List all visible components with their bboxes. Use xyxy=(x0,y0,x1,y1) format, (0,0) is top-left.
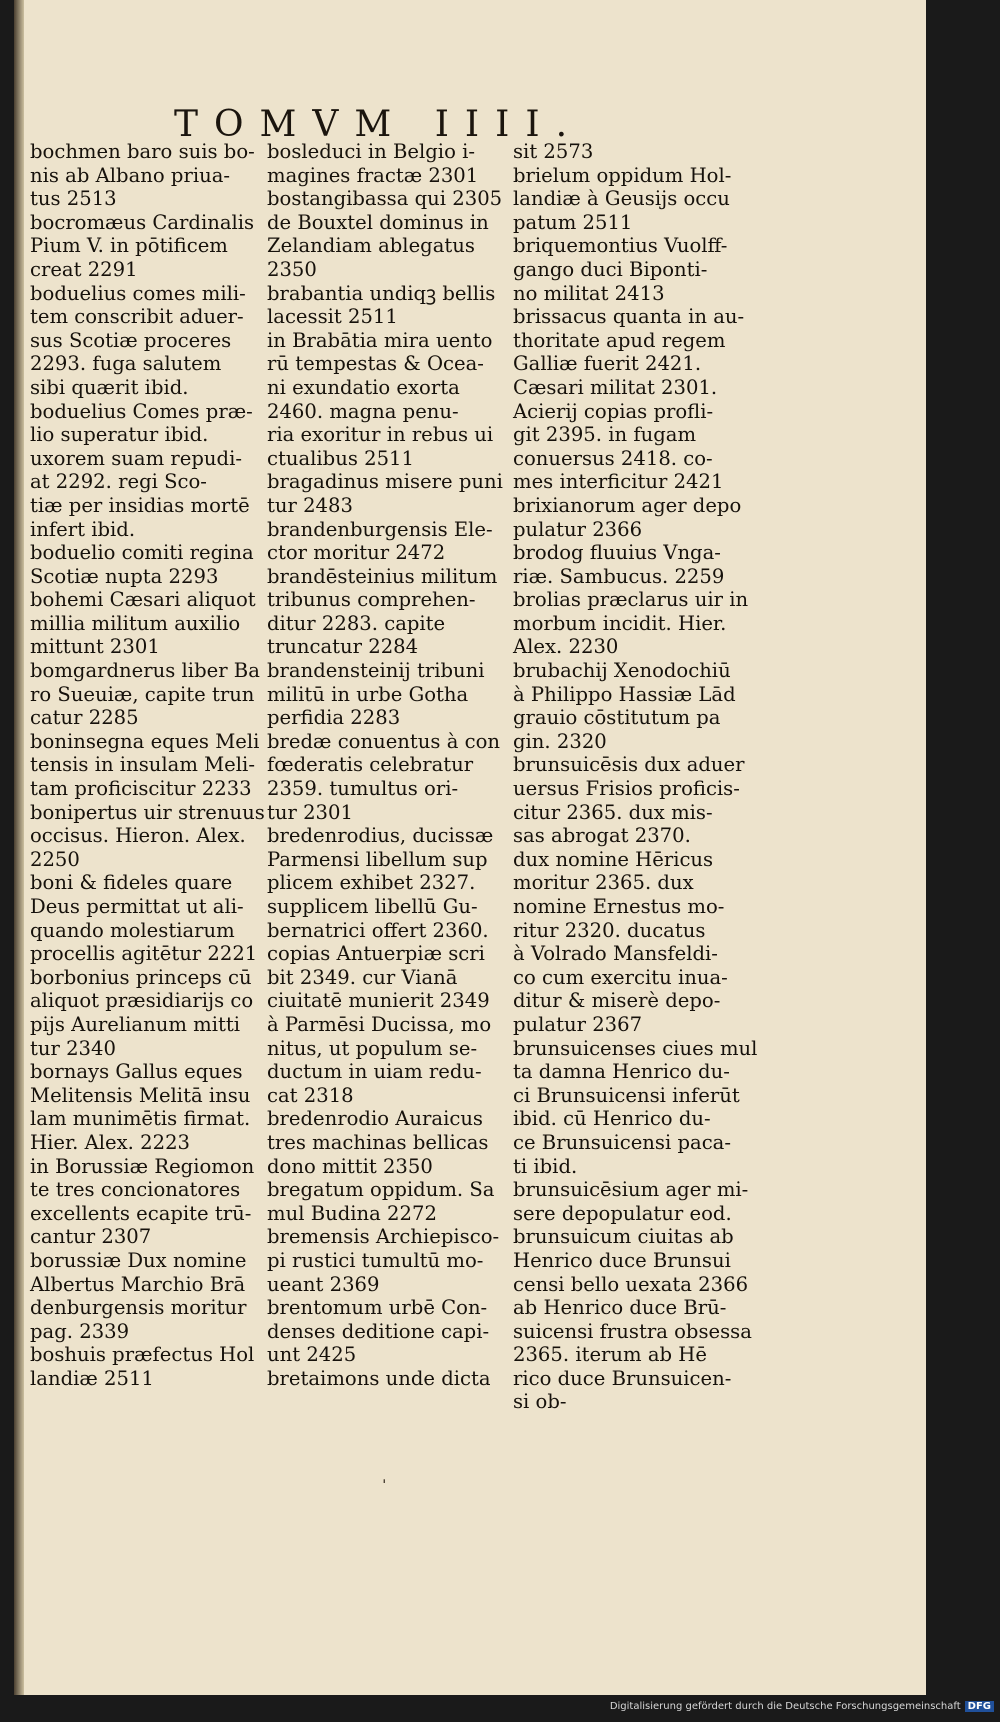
index-line: lacessit 2511 xyxy=(267,305,398,329)
index-line: ctor moritur 2472 xyxy=(267,541,446,565)
index-line: ab Henrico duce Brū- xyxy=(513,1296,727,1320)
index-line: rū tempestas & Ocea- xyxy=(267,352,484,376)
index-line: bredenrodio Auraicus xyxy=(267,1107,483,1131)
index-line: à Volrado Mansfeldi- xyxy=(513,942,718,966)
index-line: bornays Gallus eques xyxy=(30,1060,243,1084)
index-line: bomgardnerus liber Ba xyxy=(30,659,260,683)
index-line: bregatum oppidum. Sa xyxy=(267,1178,495,1202)
index-line: tur 2301 xyxy=(267,800,353,824)
catchmark: ˌ xyxy=(382,1466,387,1485)
index-line: pulatur 2367 xyxy=(513,1012,643,1036)
index-line: brixianorum ager depo xyxy=(513,493,742,517)
index-line: landiæ 2511 xyxy=(30,1366,154,1390)
index-line: plicem exhibet 2327. xyxy=(267,871,476,895)
index-line: unt 2425 xyxy=(267,1343,357,1367)
book-page xyxy=(14,0,926,1695)
index-column-3 xyxy=(513,140,763,1414)
index-line: dux nomine Hēricus xyxy=(513,847,714,871)
digitization-footer xyxy=(610,1701,994,1712)
index-line: brodog fluuius Vnga- xyxy=(513,541,721,565)
index-line: brunsuicēsis dux aduer xyxy=(513,753,745,777)
index-line: Melitensis Melitā insu xyxy=(30,1083,251,1107)
index-line: gango duci Biponti- xyxy=(513,257,708,281)
index-line: Acierij copias profli- xyxy=(513,399,714,423)
index-line: brandēsteinius militum xyxy=(267,564,498,588)
index-line: moritur 2365. dux xyxy=(513,871,694,895)
index-line: de Bouxtel dominus in xyxy=(267,210,489,234)
index-column-1 xyxy=(30,140,268,1390)
index-line: briquemontius Vuolff- xyxy=(513,234,728,258)
index-line: 2250 xyxy=(30,847,80,871)
index-line: ti ibid. xyxy=(513,1154,578,1178)
index-line: nis ab Albano priua- xyxy=(30,163,231,187)
index-line: brandensteinij tribuni xyxy=(267,659,485,683)
index-line: Alex. 2230 xyxy=(513,635,619,659)
index-line: boshuis præfectus Hol xyxy=(30,1343,255,1367)
index-line: Scotiæ nupta 2293 xyxy=(30,564,219,588)
index-line: Hier. Alex. 2223 xyxy=(30,1130,191,1154)
index-line: uersus Frisios proficis- xyxy=(513,777,740,801)
index-line: boduelius comes mili- xyxy=(30,281,246,305)
index-line: perfidia 2283 xyxy=(267,706,401,730)
index-line: brissacus quanta in au- xyxy=(513,305,745,329)
index-line: ctualibus 2511 xyxy=(267,446,414,470)
index-line: bonipertus uir strenuus xyxy=(30,800,265,824)
index-line: boduelio comiti regina xyxy=(30,541,254,565)
index-line: tiæ per insidias mortē xyxy=(30,493,250,517)
index-line: 2460. magna penu- xyxy=(267,399,459,423)
index-line: bohemi Cæsari aliquot xyxy=(30,588,256,612)
index-line: excellents ecapite trū- xyxy=(30,1201,252,1225)
index-line: ria exoritur in rebus ui xyxy=(267,423,494,447)
index-line: nomine Ernestus mo- xyxy=(513,895,725,918)
index-line: fœderatis celebratur xyxy=(267,753,474,777)
index-line: cat 2318 xyxy=(267,1083,354,1107)
index-line: boni & fideles quare xyxy=(30,871,233,895)
index-line: boduelius Comes præ- xyxy=(30,399,253,423)
index-line: 2293. fuga salutem xyxy=(30,352,222,376)
index-line: ditur & miserè depo- xyxy=(513,989,721,1013)
index-line: brentomum urbē Con- xyxy=(267,1296,488,1320)
index-line: Zelandiam ablegatus xyxy=(267,234,475,258)
index-column-2 xyxy=(267,140,503,1390)
index-line: mes interficitur 2421 xyxy=(513,470,724,494)
index-line: sere depopulatur eod. xyxy=(513,1201,732,1225)
index-line: thoritate apud regem xyxy=(513,328,726,352)
index-line: militū in urbe Gotha xyxy=(267,682,469,706)
index-line: tribunus comprehen- xyxy=(267,588,476,612)
index-line: tur 2483 xyxy=(267,493,353,517)
index-line: at 2292. regi Sco- xyxy=(30,470,207,494)
index-line: Galliæ fuerit 2421. xyxy=(513,352,702,376)
index-line: Albertus Marchio Brā xyxy=(30,1272,246,1296)
index-line: si ob- xyxy=(513,1390,567,1414)
index-line: ta damna Henrico du- xyxy=(513,1060,730,1084)
index-line: sit 2573 xyxy=(513,140,594,163)
index-line: copias Antuerpiæ scri xyxy=(267,942,485,966)
index-line: tam proficiscitur 2233 xyxy=(30,777,252,801)
index-line: procellis agitētur 2221 xyxy=(30,942,258,966)
index-line: 2365. iterum ab Hē xyxy=(513,1343,707,1367)
index-line: boninsegna eques Meli xyxy=(30,729,260,753)
index-line: pi rustici tumultū mo- xyxy=(267,1248,484,1272)
index-line: co cum exercitu inua- xyxy=(513,965,728,989)
index-line: tres machinas bellicas xyxy=(267,1130,489,1154)
index-line: Cæsari militat 2301. xyxy=(513,375,718,399)
index-line: dono mittit 2350 xyxy=(267,1154,433,1178)
index-line: infert ibid. xyxy=(30,517,136,541)
index-line: citur 2365. dux mis- xyxy=(513,800,713,824)
index-line: bernatrici offert 2360. xyxy=(267,918,489,942)
index-line: catur 2285 xyxy=(30,706,139,730)
index-line: bochmen baro suis bo- xyxy=(30,140,255,163)
index-line: cantur 2307 xyxy=(30,1225,152,1249)
index-line: supplicem libellū Gu- xyxy=(267,895,478,918)
index-line: in Borussiæ Regiomon xyxy=(30,1154,255,1178)
index-line: brunsuicum ciuitas ab xyxy=(513,1225,734,1249)
index-line: tensis in insulam Meli- xyxy=(30,753,255,777)
index-line: pijs Aurelianum mitti xyxy=(30,1012,241,1036)
index-line: no militat 2413 xyxy=(513,281,665,305)
index-line: riæ. Sambucus. 2259 xyxy=(513,564,725,588)
index-line: te tres concionatores xyxy=(30,1178,241,1202)
index-line: ci Brunsuicensi inferūt xyxy=(513,1083,740,1107)
page-edge xyxy=(14,0,24,1695)
index-line: bredæ conuentus à con xyxy=(267,729,500,753)
index-line: bostangibassa qui 2305 xyxy=(267,187,503,211)
page-header: TOMVM IIII. xyxy=(174,104,584,145)
index-line: nitus, ut populum se- xyxy=(267,1036,478,1060)
index-line: Parmensi libellum sup xyxy=(267,847,488,871)
index-line: morbum incidit. Hier. xyxy=(513,611,727,635)
index-line: ciuitatē munierit 2349 xyxy=(267,989,490,1013)
index-line: Pium V. in pōtificem xyxy=(30,234,228,258)
index-line: à Philippo Hassiæ Lād xyxy=(513,682,736,706)
index-line: grauio cōstitutum pa xyxy=(513,706,721,730)
index-line: brabantia undiqꝫ bellis xyxy=(267,281,496,305)
index-line: 2359. tumultus ori- xyxy=(267,777,459,801)
index-line: bocromæus Cardinalis xyxy=(30,210,255,234)
index-line: ritur 2320. ducatus xyxy=(513,918,706,942)
index-line: rico duce Brunsuicen- xyxy=(513,1366,732,1390)
index-line: censi bello uexata 2366 xyxy=(513,1272,749,1296)
index-line: brunsuicēsium ager mi- xyxy=(513,1178,749,1202)
index-line: tur 2340 xyxy=(30,1036,116,1060)
index-line: pag. 2339 xyxy=(30,1319,130,1343)
index-line: occisus. Hieron. Alex. xyxy=(30,824,246,848)
index-line: sas abrogat 2370. xyxy=(513,824,691,848)
index-line: ce Brunsuicensi paca- xyxy=(513,1130,731,1154)
index-line: brunsuicenses ciues mul xyxy=(513,1036,758,1060)
index-line: tus 2513 xyxy=(30,187,117,211)
index-line: lam munimētis firmat. xyxy=(30,1107,251,1131)
index-line: suicensi frustra obsessa xyxy=(513,1319,752,1343)
index-line: magines fractæ 2301 xyxy=(267,163,479,187)
index-line: bretaimons unde dicta xyxy=(267,1366,491,1390)
index-line: in Brabātia mira uento xyxy=(267,328,493,352)
index-line: mul Budina 2272 xyxy=(267,1201,437,1225)
index-line: ueant 2369 xyxy=(267,1272,380,1296)
index-line: conuersus 2418. co- xyxy=(513,446,713,470)
index-line: bit 2349. cur Vianā xyxy=(267,965,458,989)
index-line: sibi quærit ibid. xyxy=(30,375,189,399)
index-line: mittunt 2301 xyxy=(30,635,160,659)
index-line: bredenrodius, ducissæ xyxy=(267,824,494,848)
index-line: bragadinus misere puni xyxy=(267,470,503,494)
index-line: sus Scotiæ proceres xyxy=(30,328,232,352)
index-line: Deus permittat ut ali- xyxy=(30,895,244,918)
index-line: à Parmēsi Ducissa, mo xyxy=(267,1012,492,1036)
index-line: brielum oppidum Hol- xyxy=(513,163,732,187)
footer-text: Digitalisierung gefördert durch die Deutsche Forschungsgemeinschaft xyxy=(609,1701,961,1712)
index-line: bosleduci in Belgio i- xyxy=(267,140,475,163)
index-line: patum 2511 xyxy=(513,210,633,234)
index-line: ibid. cū Henrico du- xyxy=(513,1107,711,1131)
index-line: creat 2291 xyxy=(30,257,138,281)
index-line: pulatur 2366 xyxy=(513,517,643,541)
index-line: ro Sueuiæ, capite trun xyxy=(30,682,255,706)
index-line: 2350 xyxy=(267,257,317,281)
index-line: Henrico duce Brunsui xyxy=(513,1248,731,1272)
dfg-logo: DFG xyxy=(965,1701,994,1712)
index-line: truncatur 2284 xyxy=(267,635,419,659)
index-line: lio superatur ibid. xyxy=(30,423,209,447)
index-line: uxorem suam repudi- xyxy=(30,446,242,470)
index-line: ductum in uiam redu- xyxy=(267,1060,482,1084)
index-line: millia militum auxilio xyxy=(30,611,241,635)
index-line: borussiæ Dux nomine xyxy=(30,1248,247,1272)
index-line: brandenburgensis Ele- xyxy=(267,517,493,541)
index-line: brubachij Xenodochiū xyxy=(513,659,731,683)
index-line: aliquot præsidiarijs co xyxy=(30,989,254,1013)
index-line: borbonius princeps cū xyxy=(30,965,252,989)
index-line: brolias præclarus uir in xyxy=(513,588,749,612)
index-line: denburgensis moritur xyxy=(30,1296,247,1320)
index-line: gin. 2320 xyxy=(513,729,607,753)
index-line: tem conscribit aduer- xyxy=(30,305,244,329)
index-line: denses deditione capi- xyxy=(267,1319,490,1343)
index-line: bremensis Archiepisco- xyxy=(267,1225,500,1249)
index-line: ditur 2283. capite xyxy=(267,611,446,635)
index-line: landiæ à Geusijs occu xyxy=(513,187,730,211)
index-line: ni exundatio exorta xyxy=(267,375,460,399)
index-line: quando molestiarum xyxy=(30,918,235,942)
index-line: git 2395. in fugam xyxy=(513,423,697,447)
